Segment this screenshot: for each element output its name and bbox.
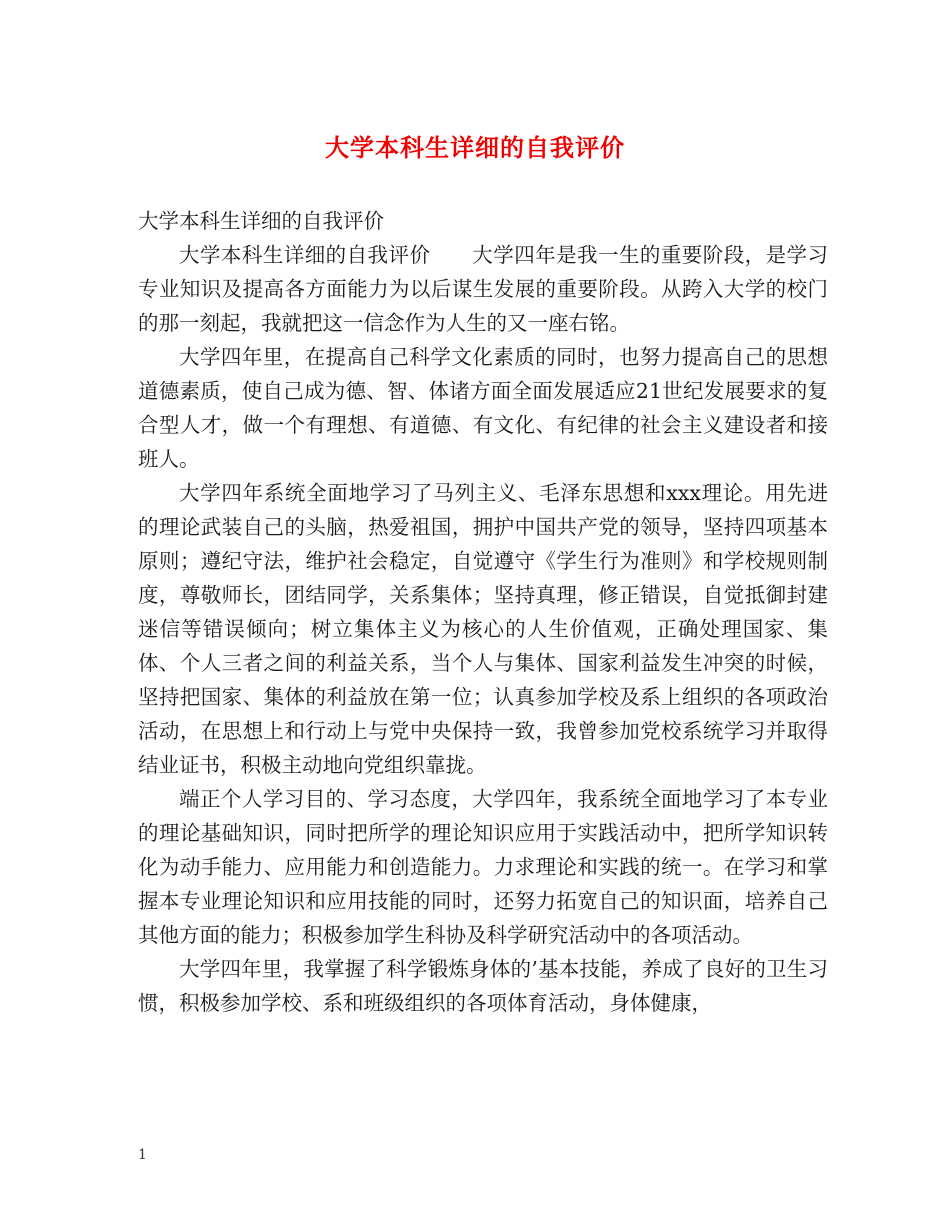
paragraph-moral-quality: 大学四年里，在提高自己科学文化素质的同时，也努力提高自己的思想道德素质，使自己成为德、智、体诸方面全面发展适应21世纪发展要求的复合型人才，做一个有理想、有道德、有文化、有纪律的社会主义建设者和接班人。 bbox=[138, 345, 828, 471]
document-title: 大学本科生详细的自我评价 bbox=[325, 133, 625, 162]
paragraph-physical-training: 大学四年里，我掌握了科学锻炼身体的’基本技能，养成了良好的卫生习惯，积极参加学校、系和班级组织的各项体育活动，身体健康， bbox=[138, 957, 828, 1015]
paragraph-political-study: 大学四年系统全面地学习了马列主义、毛泽东思想和xxx理论。用先进的理论武装自己的头脑，热爱祖国，拥护中国共产党的领导，坚持四项基本原则；遵纪守法，维护社会稳定，自觉遵守《学生行为准则》和学校规则制度，尊敬师长，团结同学，关系集体；坚持真理，修正错误，自觉抵御封建迷信等错误倾向；树立集体主义为核心的人生价值观，正确处理国家、集体、个人三者之间的利益关系，当个人与集体、国家利益发生冲突的时候，坚持把国家、集体的利益放在第一位；认真参加学校及系上组织的各项政治活动，在思想上和行动上与党中央保持一致，我曾参加党校系统学习并取得结业证书，积极主动地向党组织靠拢。 bbox=[138, 481, 828, 777]
paragraph-academic-study: 端正个人学习目的、学习态度，大学四年，我系统全面地学习了本专业的理论基础知识，同时把所学的理论知识应用于实践活动中，把所学知识转化为动手能力、应用能力和创造能力。力求理论和实践的统一。在学习和掌握本专业理论知识和应用技能的同时，还努力拓宽自己的知识面，培养自己其他方面的能力；积极参加学生科协及科学研究活动中的各项活动。 bbox=[138, 787, 828, 947]
document-body bbox=[138, 204, 828, 1020]
paragraph-intro: 大学本科生详细的自我评价 大学四年是我一生的重要阶段，是学习专业知识及提高各方面能力为以后谋生发展的重要阶段。从跨入大学的校门的那一刻起，我就把这一信念作为人生的又一座右铭。 bbox=[138, 243, 828, 335]
document-subtitle: 大学本科生详细的自我评价 bbox=[138, 209, 384, 233]
page-number: 1 bbox=[138, 1147, 147, 1163]
